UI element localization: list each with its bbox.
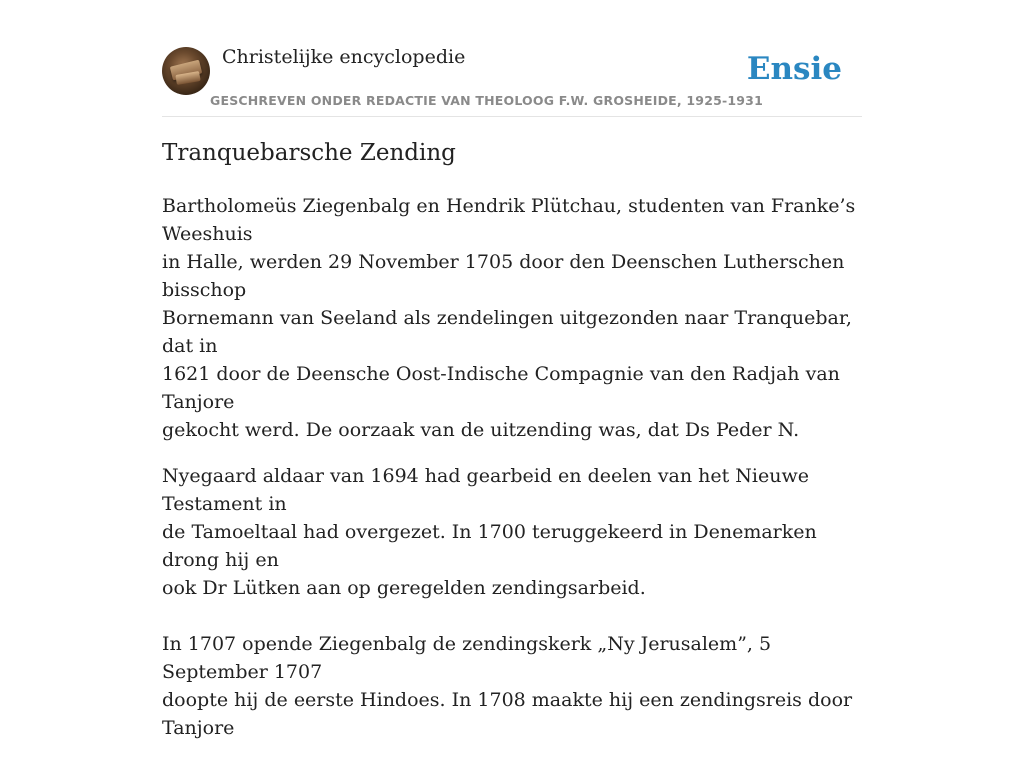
text-line: Bartholomeüs Ziegenbalg en Hendrik Plütchau, studenten van Franke’s Weeshuis: [162, 195, 856, 245]
encyclopedia-subtitle: GESCHREVEN ONDER REDACTIE VAN THEOLOOG F.W. GROSHEIDE, 1925-1931: [210, 93, 763, 108]
text-line: Bornemann van Seeland als zendelingen uitgezonden naar Tranquebar, dat in: [162, 307, 852, 357]
ensie-logo[interactable]: Ensie: [746, 51, 842, 87]
text-line: Nyegaard aldaar van 1694 had gearbeid en deelen van het Nieuwe Testament in: [162, 465, 810, 515]
text-line: 1621 door de Deensche Oost-Indische Compagnie van den Radjah van Tanjore: [162, 363, 840, 413]
article-paragraph: [162, 192, 862, 444]
text-line: de Tamoeltaal had overgezet. In 1700 teruggekeerd in Denemarken drong hij en: [162, 521, 817, 571]
encyclopedia-title[interactable]: Christelijke encyclopedie: [222, 46, 466, 68]
encyclopedia-avatar[interactable]: [162, 47, 210, 95]
encyclopedia-header: [162, 46, 862, 117]
text-line: in Halle, werden 29 November 1705 door den Deenschen Lutherschen bisschop: [162, 251, 845, 301]
text-line: doopte hij de eerste Hindoes. In 1708 maakte hij een zendingsreis door Tanjore: [162, 689, 853, 739]
article-title: Tranquebarsche Zending: [162, 140, 456, 166]
text-line: In 1707 opende Ziegenbalg de zendingskerk „Ny Jerusalem”, 5 September 1707: [162, 633, 772, 683]
text-line: ook Dr Lütken aan op geregelden zendingsarbeid.: [162, 577, 646, 599]
article-paragraph: [162, 462, 862, 742]
text-line: gekocht werd. De oorzaak van de uitzending was, dat Ds Peder N.: [162, 419, 800, 441]
article-body: [162, 192, 862, 760]
